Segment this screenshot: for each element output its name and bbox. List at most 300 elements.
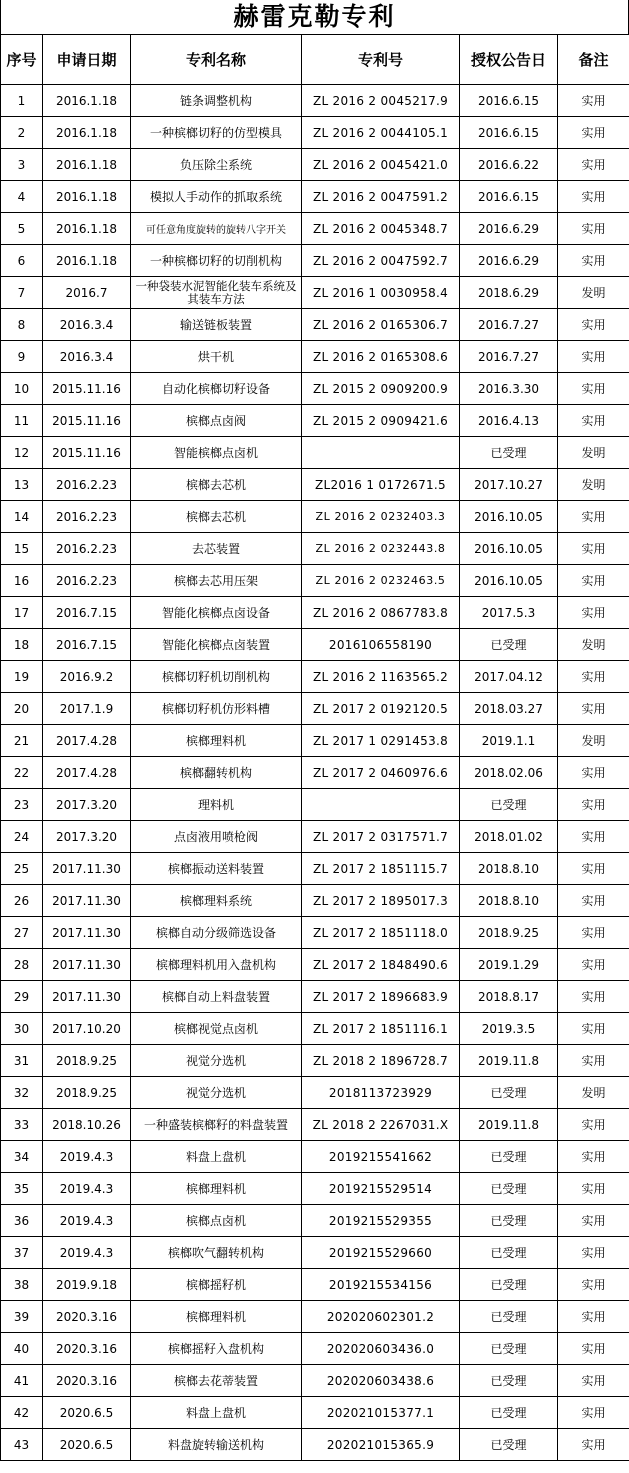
col-header-grant-date: 授权公告日 <box>460 35 558 85</box>
row-index-cell: 15 <box>1 533 43 565</box>
patent-number-cell: ZL 2016 2 0047592.7 <box>302 245 460 277</box>
patent-number-cell: 2019215529514 <box>302 1173 460 1205</box>
table-row <box>1 1045 629 1077</box>
grant-date-cell: 2016.6.15 <box>460 181 558 213</box>
grant-date-cell: 2016.10.05 <box>460 501 558 533</box>
patent-number-cell: ZL 2016 2 0045217.9 <box>302 85 460 117</box>
apply-date-cell: 2016.1.18 <box>43 149 131 181</box>
patent-number-cell: ZL 2016 2 0867783.8 <box>302 597 460 629</box>
remark-cell: 实用 <box>558 85 629 117</box>
remark-cell: 实用 <box>558 1333 629 1365</box>
remark-cell: 实用 <box>558 533 629 565</box>
table-row <box>1 1205 629 1237</box>
row-index-cell: 13 <box>1 469 43 501</box>
apply-date-cell: 2016.1.18 <box>43 245 131 277</box>
patent-name-cell: 槟榔振动送料装置 <box>131 853 302 885</box>
patent-name-cell: 槟榔吹气翻转机构 <box>131 1237 302 1269</box>
apply-date-cell: 2020.3.16 <box>43 1333 131 1365</box>
patent-number-cell: ZL 2017 2 0192120.5 <box>302 693 460 725</box>
patent-name-cell: 点卤液用喷枪阀 <box>131 821 302 853</box>
row-index-cell: 29 <box>1 981 43 1013</box>
grant-date-cell: 2016.7.27 <box>460 309 558 341</box>
patent-number-cell: ZL 2016 1 0030958.4 <box>302 277 460 309</box>
patent-number-cell: ZL 2016 2 1163565.2 <box>302 661 460 693</box>
patent-name-cell: 槟榔自动分级筛选设备 <box>131 917 302 949</box>
apply-date-cell: 2018.10.26 <box>43 1109 131 1141</box>
apply-date-cell: 2017.4.28 <box>43 757 131 789</box>
table-row <box>1 501 629 533</box>
patent-number-cell: ZL 2015 2 0909200.9 <box>302 373 460 405</box>
patent-name-cell: 视觉分选机 <box>131 1077 302 1109</box>
row-index-cell: 1 <box>1 85 43 117</box>
apply-date-cell: 2019.4.3 <box>43 1205 131 1237</box>
table-row <box>1 1237 629 1269</box>
row-index-cell: 2 <box>1 117 43 149</box>
table-row <box>1 565 629 597</box>
patent-number-cell: ZL 2017 2 0317571.7 <box>302 821 460 853</box>
patent-table <box>0 34 629 1461</box>
row-index-cell: 19 <box>1 661 43 693</box>
remark-cell: 实用 <box>558 1365 629 1397</box>
remark-cell: 实用 <box>558 661 629 693</box>
remark-cell: 实用 <box>558 1301 629 1333</box>
apply-date-cell: 2015.11.16 <box>43 405 131 437</box>
remark-cell: 发明 <box>558 1077 629 1109</box>
apply-date-cell: 2020.6.5 <box>43 1429 131 1461</box>
grant-date-cell: 已受理 <box>460 789 558 821</box>
grant-date-cell: 2016.10.05 <box>460 533 558 565</box>
apply-date-cell: 2017.11.30 <box>43 885 131 917</box>
remark-cell: 实用 <box>558 213 629 245</box>
patent-number-cell: ZL 2018 2 1896728.7 <box>302 1045 460 1077</box>
apply-date-cell: 2020.6.5 <box>43 1397 131 1429</box>
patent-number-cell: ZL 2017 2 1851116.1 <box>302 1013 460 1045</box>
grant-date-cell: 2018.01.02 <box>460 821 558 853</box>
patent-name-cell: 模拟人手动作的抓取系统 <box>131 181 302 213</box>
apply-date-cell: 2017.11.30 <box>43 981 131 1013</box>
row-index-cell: 18 <box>1 629 43 661</box>
row-index-cell: 33 <box>1 1109 43 1141</box>
patent-number-cell: ZL 2017 2 1851118.0 <box>302 917 460 949</box>
grant-date-cell: 已受理 <box>460 1237 558 1269</box>
remark-cell: 实用 <box>558 501 629 533</box>
table-row <box>1 757 629 789</box>
apply-date-cell: 2015.11.16 <box>43 437 131 469</box>
grant-date-cell: 2018.8.10 <box>460 853 558 885</box>
remark-cell: 实用 <box>558 309 629 341</box>
patent-number-cell: 202020602301.2 <box>302 1301 460 1333</box>
patent-name-cell: 槟榔切籽机切削机构 <box>131 661 302 693</box>
remark-cell: 实用 <box>558 341 629 373</box>
patent-name-cell: 一种槟榔切籽的仿型模具 <box>131 117 302 149</box>
grant-date-cell: 2019.11.8 <box>460 1109 558 1141</box>
remark-cell: 实用 <box>558 1205 629 1237</box>
grant-date-cell: 2017.04.12 <box>460 661 558 693</box>
patent-name-cell: 料盘上盘机 <box>131 1141 302 1173</box>
apply-date-cell: 2016.2.23 <box>43 501 131 533</box>
header-row <box>1 35 629 85</box>
grant-date-cell: 2018.8.10 <box>460 885 558 917</box>
remark-cell: 发明 <box>558 725 629 757</box>
table-row <box>1 981 629 1013</box>
col-header-patent-name: 专利名称 <box>131 35 302 85</box>
remark-cell: 发明 <box>558 437 629 469</box>
remark-cell: 实用 <box>558 1141 629 1173</box>
patent-number-cell: ZL 2015 2 0909421.6 <box>302 405 460 437</box>
grant-date-cell: 已受理 <box>460 1077 558 1109</box>
apply-date-cell: 2016.7.15 <box>43 597 131 629</box>
patent-number-cell: ZL 2016 2 0232403.3 <box>302 501 460 533</box>
patent-name-cell: 视觉分选机 <box>131 1045 302 1077</box>
grant-date-cell: 2019.1.29 <box>460 949 558 981</box>
grant-date-cell: 2019.3.5 <box>460 1013 558 1045</box>
patent-name-cell: 智能化槟榔点卤装置 <box>131 629 302 661</box>
remark-cell: 实用 <box>558 405 629 437</box>
grant-date-cell: 2016.6.22 <box>460 149 558 181</box>
table-row <box>1 373 629 405</box>
row-index-cell: 26 <box>1 885 43 917</box>
row-index-cell: 11 <box>1 405 43 437</box>
patent-number-cell: 202021015377.1 <box>302 1397 460 1429</box>
table-row <box>1 821 629 853</box>
patent-name-cell: 槟榔摇籽机 <box>131 1269 302 1301</box>
table-row <box>1 469 629 501</box>
patent-name-cell: 槟榔去芯用压架 <box>131 565 302 597</box>
patent-number-cell: ZL 2017 1 0291453.8 <box>302 725 460 757</box>
apply-date-cell: 2016.2.23 <box>43 469 131 501</box>
row-index-cell: 25 <box>1 853 43 885</box>
grant-date-cell: 2018.03.27 <box>460 693 558 725</box>
apply-date-cell: 2019.4.3 <box>43 1173 131 1205</box>
table-row <box>1 533 629 565</box>
apply-date-cell: 2016.1.18 <box>43 213 131 245</box>
table-row <box>1 1333 629 1365</box>
apply-date-cell: 2016.7 <box>43 277 131 309</box>
row-index-cell: 8 <box>1 309 43 341</box>
apply-date-cell: 2016.7.15 <box>43 629 131 661</box>
grant-date-cell: 2018.6.29 <box>460 277 558 309</box>
remark-cell: 实用 <box>558 885 629 917</box>
patent-name-cell: 一种袋装水泥智能化装车系统及其装车方法 <box>131 277 302 309</box>
row-index-cell: 41 <box>1 1365 43 1397</box>
table-row <box>1 853 629 885</box>
table-row <box>1 437 629 469</box>
patent-name-cell: 槟榔去花蒂装置 <box>131 1365 302 1397</box>
row-index-cell: 20 <box>1 693 43 725</box>
row-index-cell: 3 <box>1 149 43 181</box>
row-index-cell: 34 <box>1 1141 43 1173</box>
table-row <box>1 1109 629 1141</box>
table-row <box>1 693 629 725</box>
grant-date-cell: 已受理 <box>460 1429 558 1461</box>
table-row <box>1 1077 629 1109</box>
remark-cell: 实用 <box>558 1429 629 1461</box>
remark-cell: 实用 <box>558 981 629 1013</box>
apply-date-cell: 2016.3.4 <box>43 341 131 373</box>
patent-name-cell: 一种槟榔切籽的切削机构 <box>131 245 302 277</box>
row-index-cell: 12 <box>1 437 43 469</box>
row-index-cell: 17 <box>1 597 43 629</box>
grant-date-cell: 2019.1.1 <box>460 725 558 757</box>
table-row <box>1 309 629 341</box>
remark-cell: 实用 <box>558 1013 629 1045</box>
sheet-title: 赫雷克勒专利 <box>0 0 629 34</box>
patent-name-cell: 去芯装置 <box>131 533 302 565</box>
patent-number-cell: 2016106558190 <box>302 629 460 661</box>
row-index-cell: 22 <box>1 757 43 789</box>
apply-date-cell: 2019.4.3 <box>43 1237 131 1269</box>
table-row <box>1 149 629 181</box>
patent-name-cell: 槟榔去芯机 <box>131 469 302 501</box>
row-index-cell: 14 <box>1 501 43 533</box>
apply-date-cell: 2016.9.2 <box>43 661 131 693</box>
remark-cell: 实用 <box>558 821 629 853</box>
patent-number-cell: 2019215534156 <box>302 1269 460 1301</box>
patent-number-cell: ZL 2017 2 0460976.6 <box>302 757 460 789</box>
row-index-cell: 38 <box>1 1269 43 1301</box>
patent-number-cell: 2019215529660 <box>302 1237 460 1269</box>
table-row <box>1 1429 629 1461</box>
apply-date-cell: 2018.9.25 <box>43 1045 131 1077</box>
remark-cell: 实用 <box>558 1109 629 1141</box>
grant-date-cell: 2016.4.13 <box>460 405 558 437</box>
patent-name-cell: 自动化槟榔切籽设备 <box>131 373 302 405</box>
patent-name-cell: 智能槟榔点卤机 <box>131 437 302 469</box>
table-row <box>1 885 629 917</box>
patent-number-cell: 202021015365.9 <box>302 1429 460 1461</box>
patent-name-cell: 槟榔摇籽入盘机构 <box>131 1333 302 1365</box>
apply-date-cell: 2020.3.16 <box>43 1365 131 1397</box>
table-row <box>1 725 629 757</box>
grant-date-cell: 2016.10.05 <box>460 565 558 597</box>
table-row <box>1 1013 629 1045</box>
patent-name-cell: 槟榔理料机 <box>131 725 302 757</box>
row-index-cell: 37 <box>1 1237 43 1269</box>
table-row <box>1 405 629 437</box>
table-row <box>1 1141 629 1173</box>
apply-date-cell: 2017.10.20 <box>43 1013 131 1045</box>
patent-name-cell: 料盘旋转输送机构 <box>131 1429 302 1461</box>
patent-name-cell: 链条调整机构 <box>131 85 302 117</box>
grant-date-cell: 已受理 <box>460 1173 558 1205</box>
row-index-cell: 21 <box>1 725 43 757</box>
patent-number-cell: ZL 2017 2 1851115.7 <box>302 853 460 885</box>
remark-cell: 实用 <box>558 789 629 821</box>
row-index-cell: 35 <box>1 1173 43 1205</box>
patent-name-cell: 负压除尘系统 <box>131 149 302 181</box>
patent-number-cell: ZL 2016 2 0165308.6 <box>302 341 460 373</box>
table-row <box>1 277 629 309</box>
apply-date-cell: 2017.3.20 <box>43 821 131 853</box>
grant-date-cell: 2019.11.8 <box>460 1045 558 1077</box>
apply-date-cell: 2015.11.16 <box>43 373 131 405</box>
table-row <box>1 917 629 949</box>
remark-cell: 实用 <box>558 1045 629 1077</box>
remark-cell: 实用 <box>558 565 629 597</box>
row-index-cell: 16 <box>1 565 43 597</box>
patent-number-cell: 2019215529355 <box>302 1205 460 1237</box>
grant-date-cell: 已受理 <box>460 437 558 469</box>
remark-cell: 发明 <box>558 469 629 501</box>
grant-date-cell: 已受理 <box>460 1301 558 1333</box>
remark-cell: 实用 <box>558 1237 629 1269</box>
patent-number-cell: 202020603438.6 <box>302 1365 460 1397</box>
patent-name-cell: 槟榔自动上料盘装置 <box>131 981 302 1013</box>
patent-name-cell: 槟榔点卤机 <box>131 1205 302 1237</box>
table-row <box>1 597 629 629</box>
patent-name-cell: 槟榔理料机用入盘机构 <box>131 949 302 981</box>
remark-cell: 实用 <box>558 373 629 405</box>
apply-date-cell: 2017.11.30 <box>43 853 131 885</box>
patent-number-cell: ZL 2016 2 0047591.2 <box>302 181 460 213</box>
patent-name-cell: 料盘上盘机 <box>131 1397 302 1429</box>
apply-date-cell: 2016.1.18 <box>43 117 131 149</box>
patent-number-cell: ZL2016 1 0172671.5 <box>302 469 460 501</box>
row-index-cell: 28 <box>1 949 43 981</box>
remark-cell: 实用 <box>558 1173 629 1205</box>
grant-date-cell: 2018.9.25 <box>460 917 558 949</box>
patent-name-cell: 理料机 <box>131 789 302 821</box>
row-index-cell: 23 <box>1 789 43 821</box>
row-index-cell: 36 <box>1 1205 43 1237</box>
patent-number-cell: ZL 2017 2 1896683.9 <box>302 981 460 1013</box>
grant-date-cell: 2018.8.17 <box>460 981 558 1013</box>
row-index-cell: 5 <box>1 213 43 245</box>
remark-cell: 发明 <box>558 629 629 661</box>
table-row <box>1 85 629 117</box>
row-index-cell: 9 <box>1 341 43 373</box>
remark-cell: 实用 <box>558 181 629 213</box>
apply-date-cell: 2016.2.23 <box>43 565 131 597</box>
apply-date-cell: 2017.3.20 <box>43 789 131 821</box>
table-body <box>1 85 629 1461</box>
remark-cell: 实用 <box>558 149 629 181</box>
patent-name-cell: 槟榔切籽机仿形料槽 <box>131 693 302 725</box>
remark-cell: 实用 <box>558 853 629 885</box>
grant-date-cell: 2018.02.06 <box>460 757 558 789</box>
patent-name-cell: 槟榔翻转机构 <box>131 757 302 789</box>
apply-date-cell: 2017.11.30 <box>43 949 131 981</box>
col-header-remark: 备注 <box>558 35 629 85</box>
apply-date-cell: 2019.4.3 <box>43 1141 131 1173</box>
apply-date-cell: 2016.3.4 <box>43 309 131 341</box>
apply-date-cell: 2017.4.28 <box>43 725 131 757</box>
patent-name-cell: 槟榔去芯机 <box>131 501 302 533</box>
row-index-cell: 7 <box>1 277 43 309</box>
patent-name-cell: 可任意角度旋转的旋转八字开关 <box>131 213 302 245</box>
col-header-patent-number: 专利号 <box>302 35 460 85</box>
apply-date-cell: 2017.11.30 <box>43 917 131 949</box>
table-row <box>1 949 629 981</box>
grant-date-cell: 已受理 <box>460 1365 558 1397</box>
table-row <box>1 117 629 149</box>
grant-date-cell: 已受理 <box>460 1141 558 1173</box>
patent-number-cell: ZL 2018 2 2267031.X <box>302 1109 460 1141</box>
grant-date-cell: 已受理 <box>460 1397 558 1429</box>
patent-name-cell: 槟榔视觉点卤机 <box>131 1013 302 1045</box>
table-row <box>1 1269 629 1301</box>
remark-cell: 实用 <box>558 245 629 277</box>
patent-name-cell: 槟榔理料机 <box>131 1301 302 1333</box>
patent-number-cell: 2019215541662 <box>302 1141 460 1173</box>
patent-name-cell: 槟榔理料系统 <box>131 885 302 917</box>
patent-name-cell: 槟榔点卤阀 <box>131 405 302 437</box>
apply-date-cell: 2017.1.9 <box>43 693 131 725</box>
table-row <box>1 1301 629 1333</box>
remark-cell: 发明 <box>558 277 629 309</box>
remark-cell: 实用 <box>558 597 629 629</box>
patent-name-cell: 槟榔理料机 <box>131 1173 302 1205</box>
patent-name-cell: 智能化槟榔点卤设备 <box>131 597 302 629</box>
grant-date-cell: 2017.10.27 <box>460 469 558 501</box>
patent-number-cell <box>302 437 460 469</box>
row-index-cell: 32 <box>1 1077 43 1109</box>
table-row <box>1 341 629 373</box>
patent-number-cell: ZL 2017 2 1895017.3 <box>302 885 460 917</box>
apply-date-cell: 2020.3.16 <box>43 1301 131 1333</box>
remark-cell: 实用 <box>558 757 629 789</box>
apply-date-cell: 2016.1.18 <box>43 85 131 117</box>
grant-date-cell: 已受理 <box>460 629 558 661</box>
table-row <box>1 789 629 821</box>
col-header-apply-date: 申请日期 <box>43 35 131 85</box>
row-index-cell: 10 <box>1 373 43 405</box>
patent-number-cell: ZL 2016 2 0232463.5 <box>302 565 460 597</box>
table-row <box>1 181 629 213</box>
row-index-cell: 39 <box>1 1301 43 1333</box>
row-index-cell: 42 <box>1 1397 43 1429</box>
row-index-cell: 24 <box>1 821 43 853</box>
grant-date-cell: 已受理 <box>460 1269 558 1301</box>
row-index-cell: 40 <box>1 1333 43 1365</box>
grant-date-cell: 已受理 <box>460 1333 558 1365</box>
row-index-cell: 43 <box>1 1429 43 1461</box>
remark-cell: 实用 <box>558 117 629 149</box>
remark-cell: 实用 <box>558 917 629 949</box>
col-header-index: 序号 <box>1 35 43 85</box>
apply-date-cell: 2016.1.18 <box>43 181 131 213</box>
patent-number-cell: 202020603436.0 <box>302 1333 460 1365</box>
remark-cell: 实用 <box>558 1269 629 1301</box>
grant-date-cell: 2016.6.29 <box>460 245 558 277</box>
table-row <box>1 1173 629 1205</box>
table-row <box>1 1397 629 1429</box>
row-index-cell: 4 <box>1 181 43 213</box>
remark-cell: 实用 <box>558 693 629 725</box>
remark-cell: 实用 <box>558 949 629 981</box>
grant-date-cell: 2016.7.27 <box>460 341 558 373</box>
grant-date-cell: 2017.5.3 <box>460 597 558 629</box>
patent-number-cell: ZL 2016 2 0165306.7 <box>302 309 460 341</box>
row-index-cell: 27 <box>1 917 43 949</box>
table-row <box>1 245 629 277</box>
grant-date-cell: 2016.6.29 <box>460 213 558 245</box>
patent-number-cell: ZL 2016 2 0044105.1 <box>302 117 460 149</box>
grant-date-cell: 2016.3.30 <box>460 373 558 405</box>
apply-date-cell: 2016.2.23 <box>43 533 131 565</box>
patent-name-cell: 一种盛装槟榔籽的料盘装置 <box>131 1109 302 1141</box>
row-index-cell: 31 <box>1 1045 43 1077</box>
apply-date-cell: 2019.9.18 <box>43 1269 131 1301</box>
grant-date-cell: 2016.6.15 <box>460 85 558 117</box>
row-index-cell: 30 <box>1 1013 43 1045</box>
patent-number-cell: ZL 2016 2 0045421.0 <box>302 149 460 181</box>
patent-number-cell: ZL 2016 2 0232443.8 <box>302 533 460 565</box>
table-row <box>1 661 629 693</box>
remark-cell: 实用 <box>558 1397 629 1429</box>
patent-number-cell: ZL 2017 2 1848490.6 <box>302 949 460 981</box>
patent-name-cell: 烘干机 <box>131 341 302 373</box>
